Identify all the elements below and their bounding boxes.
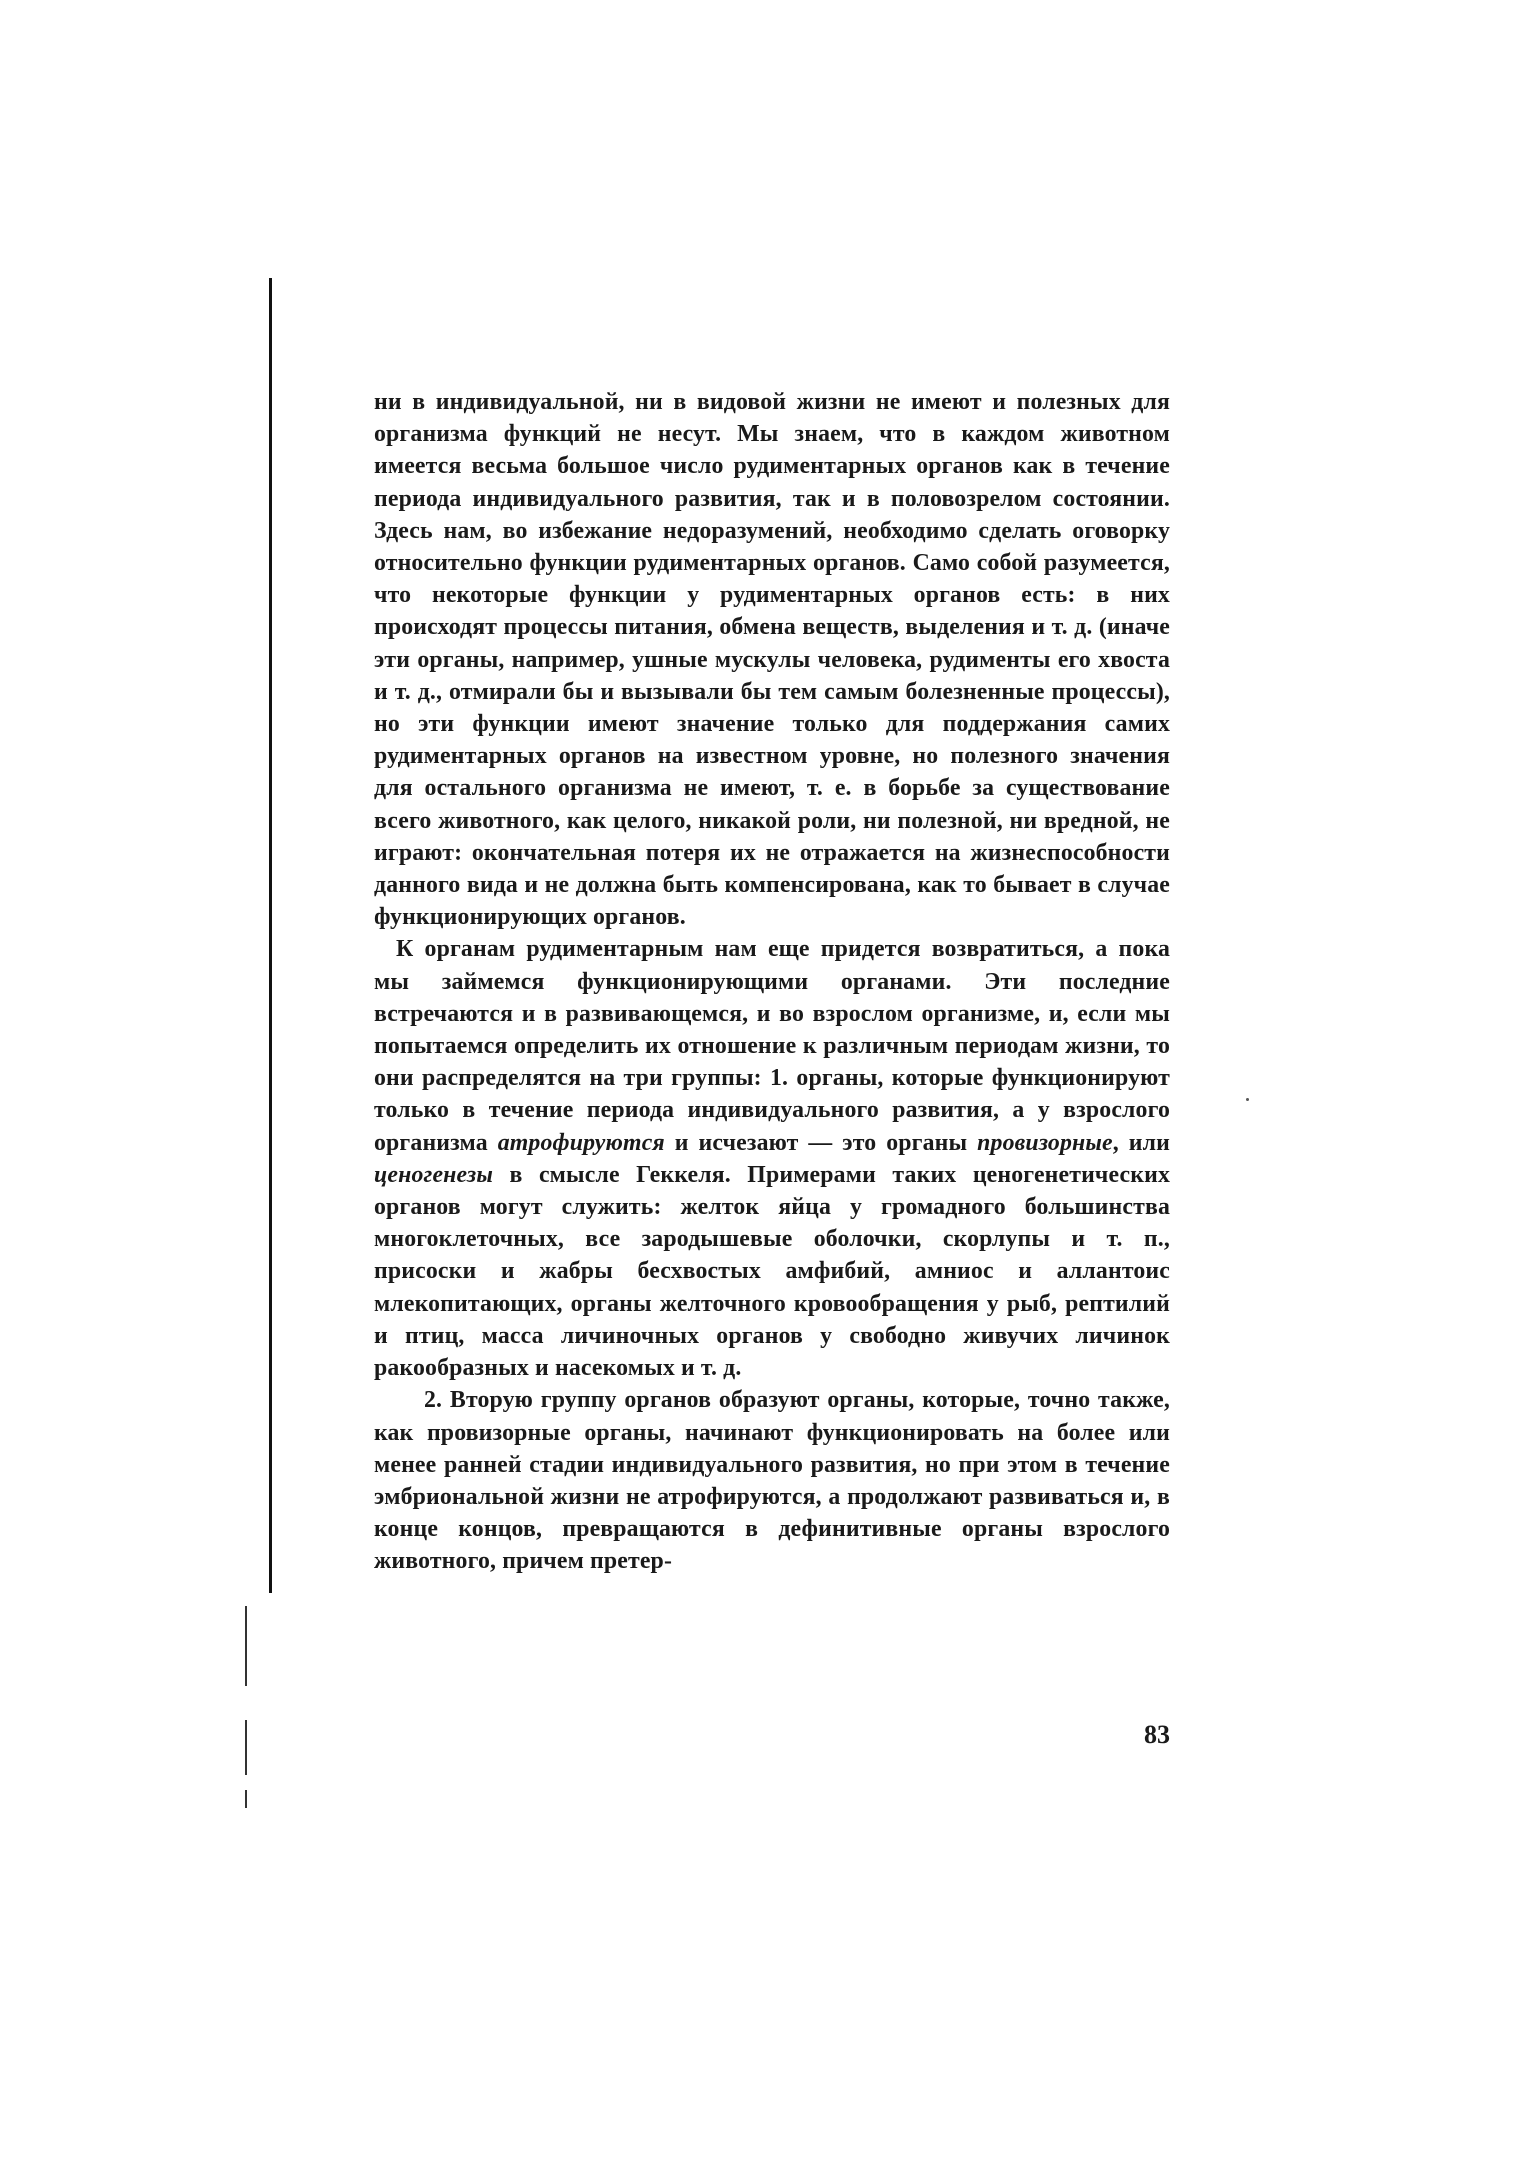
emphasis: провизорные (977, 1129, 1113, 1156)
emphasis: атрофируются (497, 1129, 665, 1156)
emphasis: ценогенезы (374, 1161, 494, 1188)
margin-rule (269, 278, 272, 1593)
page-number: 83 (1144, 1720, 1170, 1749)
paragraph: ни в индивидуальной, ни в видовой жизни не имеют и полезных для организма функций не несут. Мы знаем, что в каждом животном имеется весьма большое число рудиментарных органов как в течение периода индивидуального развития, так и в половозрелом состоянии. Здесь нам, во избежание недоразумений, необходимо сделать оговорку относительно функции рудиментарных органов. Само собой разумеется, что некоторые функции у рудиментарных органов есть: в них происходят процессы питания, обмена веществ, выделения и т. д. (иначе эти органы, например, ушные мускулы человека, рудименты его хвоста и т. д., отмирали бы и вызывали бы тем самым болезненные процессы), но эти функции имеют значение только для поддержания самих рудиментарных органов на известном уровне, но полезного значения для остального организма не имеют, т. е. в борьбе за существование всего животного, как целого, никакой роли, ни полезной, ни вредной, не играют: окончательная потеря их не отражается на жизнеспособности данного вида и не должна быть компенсирована, как то бывает в случае функционирующих органов. (374, 389, 1170, 931)
margin-rule (245, 1790, 247, 1808)
text-run: , или (1112, 1129, 1170, 1156)
scan-speck (1246, 1098, 1249, 1101)
body-text (374, 386, 1170, 1578)
paragraph (374, 933, 1170, 1384)
text-run: и исчезают — это органы (664, 1129, 978, 1156)
text-run: К органам рудиментарным нам еще придется возвратиться, а пока мы займемся функционирующими органами. Эти последние встречаются и в развивающемся, и во взрослом организме, и, если мы попытаемся определить их отношение к различным периодам жизни, то они распределятся на три группы: 1. органы, которые функционируют только в течение периода индивидуального развития, а у взрослого организма (374, 936, 1170, 1156)
margin-rule (245, 1720, 247, 1775)
paragraph: 2. Вторую группу органов образуют органы, которые, точно также, как провизорные органы, начинают функционировать на более или менее ранней стадии индивидуального развития, но при этом в течение эмбриональной жизни не атрофируются, а продолжают развиваться и, в конце концов, превращаются в дефинитивные органы взрослого животного, причем претер- (374, 1387, 1170, 1575)
margin-rule (245, 1606, 247, 1686)
text-run: в смысле Геккеля. Примерами таких ценогенетических органов могут служить: желток яйца у громадного большинства многоклеточных, все зародышевые оболочки, скорлупы и т. п., присоски и жабры бесхвостых амфибий, амниос и аллантоис млекопитающих, органы желточного кровообращения у рыб, рептилий и птиц, масса личиночных органов у свободно живучих личинок ракообразных и насекомых и т. д. (374, 1161, 1170, 1382)
